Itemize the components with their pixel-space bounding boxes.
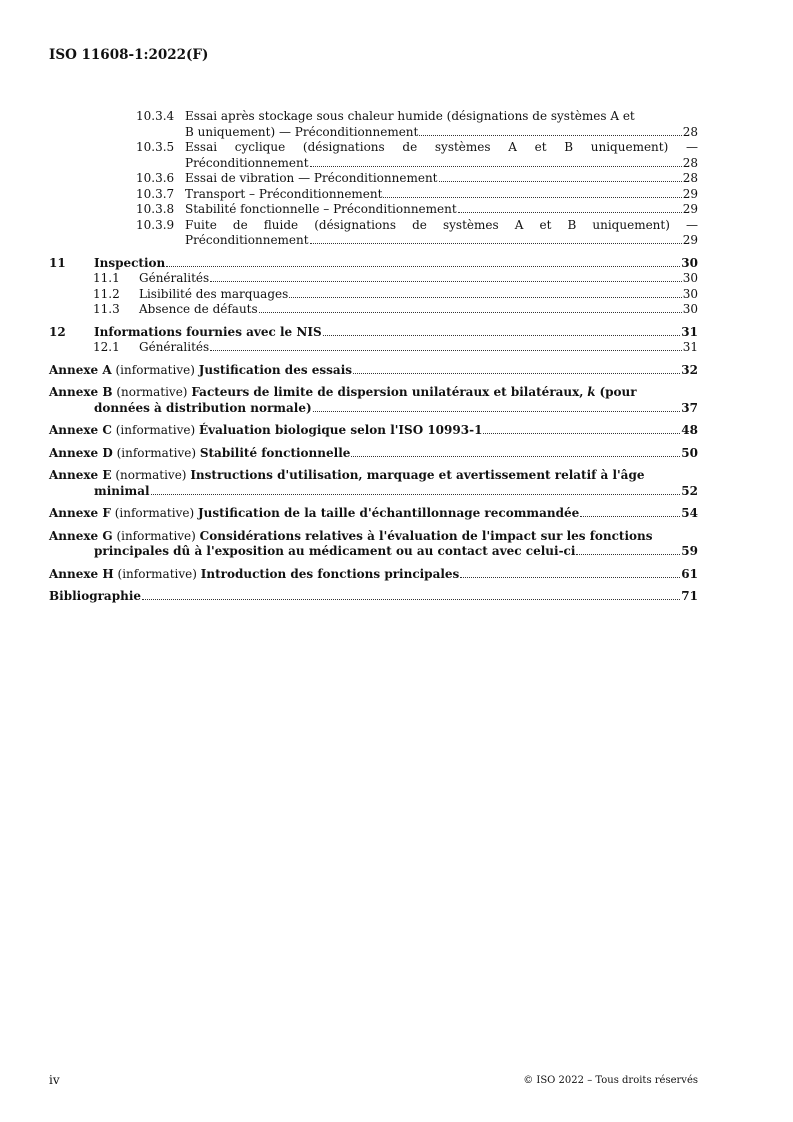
annex-type: (normative) xyxy=(116,385,188,399)
document-id-header: ISO 11608-1:2022(F) xyxy=(49,47,209,63)
annex-type: (normative) xyxy=(115,468,187,482)
annex-title-line1: Facteurs de limite de dispersion unilatéraux et bilatéraux, xyxy=(191,385,584,399)
table-of-contents xyxy=(49,109,698,605)
toc-page-number: 31 xyxy=(682,340,698,354)
toc-title-line1: Essai après stockage sous chaleur humide (désignations de systèmes A et xyxy=(185,109,635,123)
toc-entry-10-3-7[interactable] xyxy=(136,187,698,203)
dot-leader xyxy=(210,350,682,351)
annex-title: Stabilité fonctionnelle xyxy=(199,445,351,460)
annex-title-line1-end: (pour xyxy=(599,385,637,399)
toc-title-line2: Préconditionnement xyxy=(185,155,309,170)
dot-leader xyxy=(289,297,681,298)
toc-title: Essai de vibration — Préconditionnement xyxy=(185,171,438,185)
toc-entry-11-1[interactable] xyxy=(93,271,698,287)
toc-entry-annex-e[interactable] xyxy=(49,468,698,499)
dot-leader xyxy=(323,335,681,336)
dot-leader xyxy=(419,135,681,136)
toc-title-line2: Préconditionnement xyxy=(185,233,309,247)
annex-type: (informative) xyxy=(116,445,197,460)
toc-title-line1: Essai cyclique (désignations de systèmes A et B uniquement) — xyxy=(185,140,698,154)
annex-label: Annexe B xyxy=(49,385,113,399)
toc-entry-annex-c[interactable] xyxy=(49,423,698,439)
annex-title-line1: Considérations relatives à l'évaluation de l'impact sur les fonctions xyxy=(199,528,653,543)
toc-page-number: 30 xyxy=(681,255,698,270)
dot-leader xyxy=(383,197,681,198)
annex-title: Justification des essais xyxy=(198,362,353,377)
annex-type: (informative) xyxy=(114,506,195,520)
annex-type: (informative) xyxy=(115,423,196,437)
toc-entry-annex-b[interactable] xyxy=(49,385,698,416)
toc-title: Bibliographie xyxy=(49,589,142,603)
annex-type: (informative) xyxy=(117,566,197,581)
toc-entry-12[interactable] xyxy=(49,325,698,341)
annex-label: Annexe F xyxy=(49,506,111,520)
toc-page-number: 48 xyxy=(681,423,698,437)
toc-page-number: 28 xyxy=(682,171,698,185)
toc-page-number: 50 xyxy=(681,445,698,460)
toc-title: Inspection xyxy=(94,255,166,270)
toc-entry-12-1[interactable] xyxy=(93,340,698,356)
toc-number: 10.3.5 xyxy=(136,140,175,154)
toc-number: 10.3.6 xyxy=(136,171,175,185)
toc-entry-11[interactable] xyxy=(49,256,698,272)
toc-page-number: 59 xyxy=(681,544,698,558)
toc-entry-annex-f[interactable] xyxy=(49,506,698,522)
dot-leader xyxy=(483,433,680,434)
toc-page-number: 29 xyxy=(682,202,698,216)
annex-title-line1: Instructions d'utilisation, marquage et avertissement relatif à l'âge xyxy=(190,468,645,482)
annex-title: Introduction des fonctions principales xyxy=(200,566,460,581)
toc-number: 12.1 xyxy=(93,340,120,354)
toc-page-number: 28 xyxy=(682,124,698,139)
toc-entry-annex-d[interactable] xyxy=(49,446,698,462)
toc-title: Stabilité fonctionnelle – Préconditionnement xyxy=(185,202,457,216)
page-number-footer: iv xyxy=(49,1073,60,1087)
toc-title-line1: Fuite de fluide (désignations de systèmes A et B uniquement) — xyxy=(185,217,698,232)
toc-page-number: 37 xyxy=(681,400,698,415)
toc-number: 11.3 xyxy=(93,302,120,316)
toc-entry-annex-a[interactable] xyxy=(49,363,698,379)
toc-entry-annex-g[interactable] xyxy=(49,529,698,560)
toc-title: Lisibilité des marquages xyxy=(139,286,289,301)
annex-label: Annexe D xyxy=(49,445,113,460)
dot-leader xyxy=(166,266,680,267)
toc-page-number: 30 xyxy=(682,271,698,285)
toc-number: 11 xyxy=(49,255,66,270)
toc-page-number: 61 xyxy=(681,566,698,581)
annex-type: (informative) xyxy=(115,362,195,377)
toc-title: Absence de défauts xyxy=(139,302,258,316)
dot-leader xyxy=(460,577,680,578)
annex-label: Annexe C xyxy=(49,423,112,437)
toc-page-number: 30 xyxy=(682,286,698,301)
toc-page-number: 29 xyxy=(682,233,698,247)
toc-title: Transport – Préconditionnement xyxy=(185,186,383,201)
dot-leader xyxy=(210,281,682,282)
toc-entry-10-3-8[interactable] xyxy=(136,202,698,218)
toc-entry-10-3-5[interactable] xyxy=(136,140,698,171)
annex-title-line2: données à distribution normale) xyxy=(94,400,312,415)
dot-leader xyxy=(351,456,680,457)
annex-label: Annexe A xyxy=(49,362,112,377)
toc-title: Généralités xyxy=(139,271,210,285)
toc-entry-bibliography[interactable] xyxy=(49,589,698,605)
toc-entry-10-3-9[interactable] xyxy=(136,218,698,249)
toc-number: 10.3.7 xyxy=(136,186,175,201)
annex-title-line2: principales dû à l'exposition au médicament ou au contact avec celui-ci xyxy=(94,544,576,558)
dot-leader xyxy=(259,312,682,313)
annex-label: Annexe E xyxy=(49,468,112,482)
dot-leader xyxy=(458,212,682,213)
toc-page-number: 71 xyxy=(681,589,698,603)
toc-number: 12 xyxy=(49,324,66,339)
annex-label: Annexe G xyxy=(49,528,113,543)
dot-leader xyxy=(310,166,682,167)
toc-page-number: 31 xyxy=(681,324,698,339)
annex-title-k: k xyxy=(587,385,596,399)
copyright-footer: © ISO 2022 – Tous droits réservés xyxy=(523,1075,698,1086)
toc-number: 11.2 xyxy=(93,286,120,301)
toc-title: Généralités xyxy=(139,340,210,354)
dot-leader xyxy=(151,494,681,495)
toc-page-number: 28 xyxy=(682,155,698,170)
toc-number: 10.3.4 xyxy=(136,109,175,123)
dot-leader xyxy=(313,411,681,412)
dot-leader xyxy=(310,243,682,244)
annex-title: Justification de la taille d'échantillonnage recommandée xyxy=(197,506,580,520)
dot-leader xyxy=(353,373,680,374)
toc-entry-10-3-4[interactable] xyxy=(136,109,698,140)
dot-leader xyxy=(580,516,680,517)
annex-title: Évaluation biologique selon l'ISO 10993-1 xyxy=(198,423,483,437)
toc-page-number: 29 xyxy=(682,186,698,201)
toc-entry-11-3[interactable] xyxy=(93,302,698,318)
toc-number: 10.3.9 xyxy=(136,217,175,232)
annex-title-line2: minimal xyxy=(94,483,150,498)
toc-number: 11.1 xyxy=(93,271,120,285)
annex-label: Annexe H xyxy=(49,566,114,581)
dot-leader xyxy=(439,181,682,182)
toc-entry-annex-h[interactable] xyxy=(49,567,698,583)
dot-leader xyxy=(576,554,680,555)
toc-page-number: 32 xyxy=(681,362,698,377)
toc-title: Informations fournies avec le NIS xyxy=(94,324,322,339)
toc-entry-11-2[interactable] xyxy=(93,287,698,303)
toc-number: 10.3.8 xyxy=(136,202,175,216)
toc-entry-10-3-6[interactable] xyxy=(136,171,698,187)
dot-leader xyxy=(142,599,680,600)
toc-page-number: 52 xyxy=(681,483,698,498)
toc-title-line2: B uniquement) — Préconditionnement xyxy=(185,124,419,139)
toc-page-number: 54 xyxy=(681,506,698,520)
toc-page-number: 30 xyxy=(682,302,698,316)
annex-type: (informative) xyxy=(116,528,196,543)
